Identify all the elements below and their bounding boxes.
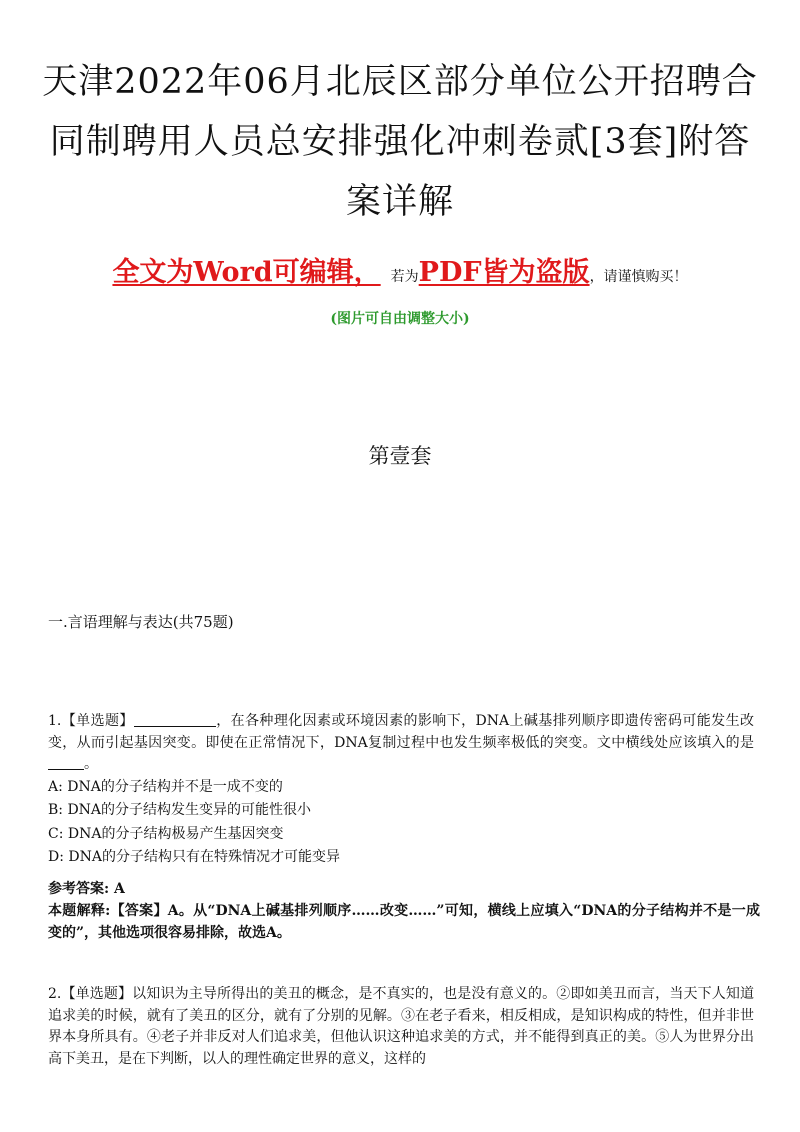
option-c: C: DNA的分子结构极易产生基因突变	[48, 825, 284, 842]
option-a: A: DNA的分子结构并不是一成不变的	[48, 778, 283, 795]
question-1-end: 。	[84, 756, 98, 772]
reference-answer: 参考答案: A	[48, 881, 125, 897]
question-1-stem	[48, 711, 754, 776]
option-d: D: DNA的分子结构只有在特殊情况才可能变异	[48, 849, 340, 865]
question-1	[48, 711, 754, 870]
notice-text-if: 若为	[390, 269, 419, 285]
answer-block-1	[48, 878, 760, 944]
question-2: 2.【单选题】以知识为主导所得出的美丑的概念，是不真实的，也是没有意义的。②即如美丑而言，当天下人知道追求美的时候，就有了美丑的区分，就有了分别的见解。③在老子看来，相反相成，是知识构成的特性，但并非世界本身所具有。④老子并非反对人们追求美，但他认识这种追求美的方式，并不能得到真正的美。⑤人为世界分出高下美丑，是在下判断，以人的理性确定世界的意义，这样的	[48, 986, 754, 1067]
word-editable-notice: 全文为Word可编辑，	[112, 257, 381, 288]
fill-blank-small	[48, 755, 84, 770]
option-b: B: DNA的分子结构发生变异的可能性很小	[48, 802, 312, 818]
question-1-text: ，在各种理化因素或环境因素的影响下，DNA上碱基排列顺序即遗传密码可能发生改变，从而引起基因突变。即使在正常情况下，DNA复制过程中也发生频率极低的突变。文中横线处应该填入的是	[48, 713, 754, 751]
set-heading: 第壹套	[368, 444, 432, 468]
question-1-number: 1.【单选题】	[48, 713, 134, 729]
fill-blank	[134, 712, 216, 727]
pdf-piracy-notice: PDF皆为盗版	[418, 257, 590, 288]
notice-text-caution: ，请谨慎购买！	[589, 269, 688, 285]
answer-explanation: 本题解释:【答案】A。从“DNA上碱基排列顺序……改变……”可知，横线上应填入“DNA的分子结构并不是一成变的”，其他选项很容易排除，故选A。	[48, 903, 760, 941]
document-title: 天津2022年06月北辰区部分单位公开招聘合同制聘用人员总安排强化冲刺卷贰[3套]附答案详解	[42, 62, 758, 222]
image-resize-note: (图片可自由调整大小)	[330, 311, 470, 327]
edit-notice	[0, 250, 800, 289]
section-heading: 一.言语理解与表达(共75题)	[48, 613, 234, 631]
